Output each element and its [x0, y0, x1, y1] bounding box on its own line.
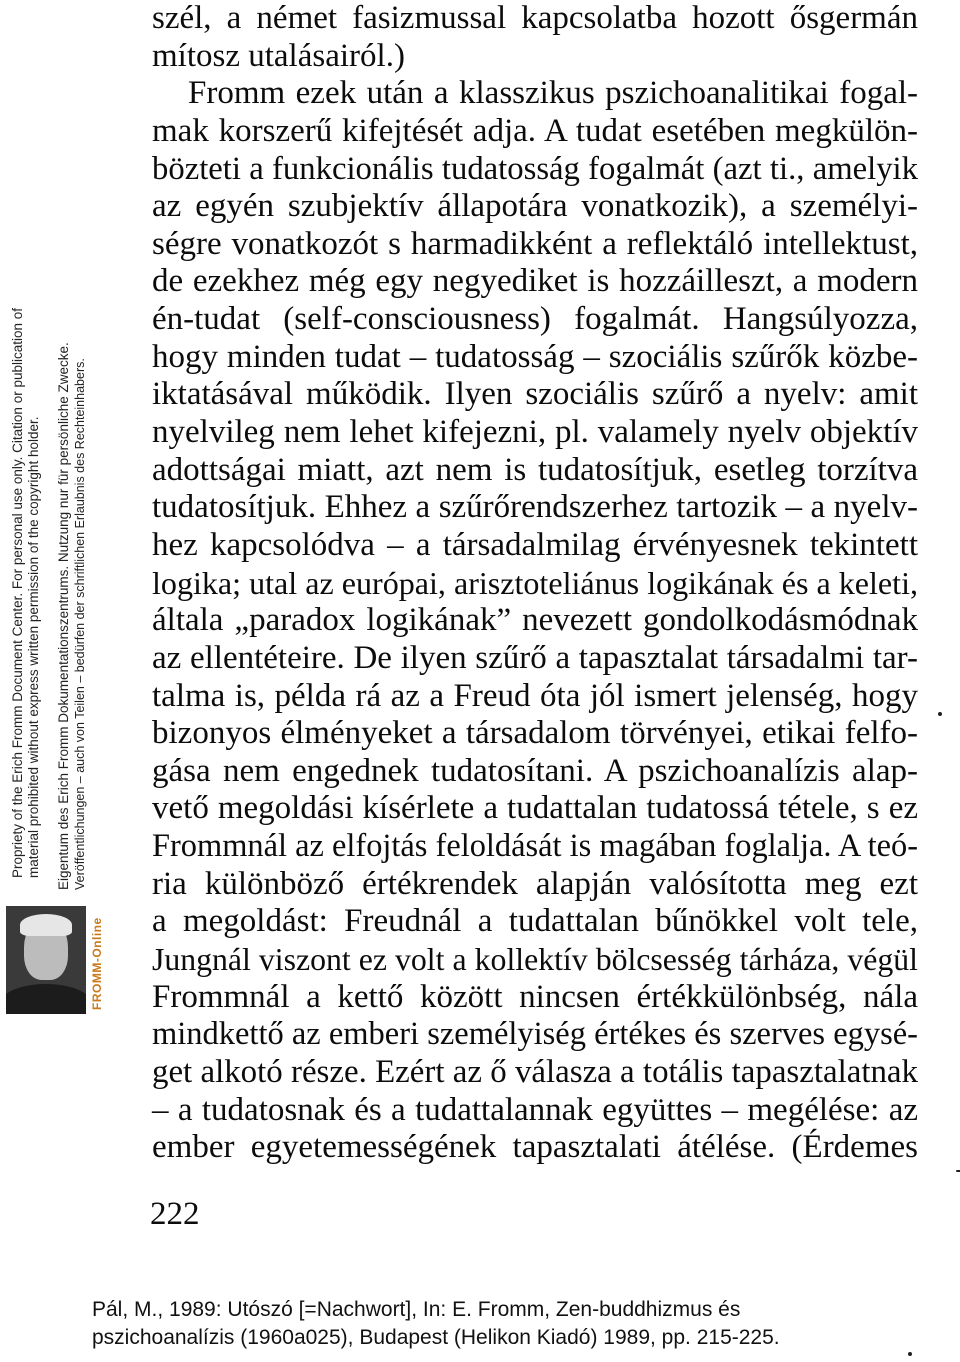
- text-line: gása nem engednek tudatosítani. A pszichoanalízis alap-: [152, 752, 918, 789]
- text-line: nyelvileg nem lehet kifejezni, pl. valamely nyelv objektív: [152, 414, 918, 451]
- text-line: Frommnál az elfojtás feloldását is magában foglalja. A teó-: [152, 828, 918, 865]
- text-line: iktatásával működik. Ilyen szociális szűrő a nyelv: amit: [152, 376, 918, 413]
- text-line: ria különböző értékrendek alapján valósította meg ezt: [152, 865, 918, 902]
- text-line: mítosz utalásairól.): [152, 37, 405, 74]
- text-line: mak korszerű kifejtését adja. A tudat esetében megkülön-: [152, 112, 918, 149]
- copyright-notice: [0, 0, 110, 1020]
- text-line: get alkotó része. Ezért az ő válasza a totális tapasztalatnak: [152, 1053, 918, 1090]
- text-line: bizonyos élményeket a társadalom törvényei, etikai felfo-: [152, 715, 918, 752]
- text-line: mindkettő az emberi személyiség értékes és szerves egysé-: [152, 1016, 918, 1053]
- fromm-online-logo: [6, 906, 106, 1014]
- text-line: általa „paradox logikának” nevezett gondolkodásmódnak: [152, 602, 918, 639]
- text-line: talma is, példa rá az a Freud óta jól ismert jelenség, hogy: [152, 677, 918, 714]
- citation-line-2: pszichoanalízis (1960a025), Budapest (Helikon Kiadó) 1989, pp. 215-225.: [92, 1326, 780, 1349]
- text-line: tudatosítjuk. Ehhez a szűrőrendszerhez tartozik – a nyelv-: [152, 489, 918, 526]
- text-line: én-tudat (self-consciousness) fogalmát. Hangsúlyozza,: [152, 301, 918, 338]
- page-number: 222: [150, 1196, 200, 1232]
- text-line: szél, a német fasizmussal kapcsolatba hozott ősgermán: [152, 0, 918, 36]
- text-line: – a tudatosnak és a tudattalannak együttes – megélése: az: [152, 1091, 918, 1128]
- text-line: a megoldást: Freudnál a tudattalan bűnökkel volt tele,: [152, 903, 918, 940]
- text-line: vető megoldási kísérlete a tudattalan tudatossá tétele, s ez: [152, 790, 918, 827]
- text-line: Frommnál a kettő között nincsen értékkülönbség, nála: [152, 978, 918, 1015]
- text-line: logika; utal az európai, arisztoteliánus logikának és a keleti,: [152, 564, 918, 601]
- citation-line-1: Pál, M., 1989: Utószó [=Nachwort], In: E. Fromm, Zen-buddhizmus és: [92, 1298, 741, 1321]
- scan-speck: [908, 1352, 912, 1356]
- text-line: ségre vonatkozót s harmadikként a reflektáló intellektust,: [152, 225, 918, 262]
- text-line: ember egyetemességének tapasztalati átélése. (Érdemes: [152, 1129, 918, 1166]
- copyright-notice-en-line-1: Propriety of the Erich Fromm Document Center. For personal use only. Citation or publication of: [10, 307, 25, 878]
- text-line: adottságai miatt, azt nem is tudatosítjuk, esetleg torzítva: [152, 451, 918, 488]
- text-line: bözteti a funkcionális tudatosság fogalmát (azt ti., amelyik: [152, 150, 918, 187]
- scan-speck: [938, 712, 942, 716]
- scan-speck: [956, 1170, 960, 1172]
- text-line: hogy minden tudat – tudatosság – szociális szűrők közbe-: [152, 338, 918, 375]
- copyright-notice-de-line-1: Eigentum des Erich Fromm Dokumentationszentrums. Nutzung nur für persönliche Zwecke.: [56, 342, 71, 890]
- text-line: Fromm ezek után a klasszikus pszichoanalitikai fogal-: [188, 75, 918, 112]
- text-line: de ezekhez még egy negyediket is hozzáilleszt, a modern: [152, 263, 918, 300]
- text-line: az egyén szubjektív állapotára vonatkozik), a személyi-: [152, 188, 918, 225]
- portrait-photo-icon: [6, 906, 86, 1014]
- logo-text: FROMM-Online: [90, 917, 104, 1010]
- citation-footer: [92, 1296, 912, 1352]
- text-line: az ellentéteire. De ilyen szűrő a tapasztalat társadalmi tar-: [152, 639, 918, 676]
- copyright-notice-en-line-2: material prohibited without express written permission of the copyright holder.: [26, 416, 41, 878]
- page-body-text: [152, 0, 918, 1167]
- text-line: hez kapcsolódva – a társadalmilag érvényesnek tekintett: [152, 526, 918, 563]
- text-line: Jungnál viszont ez volt a kollektív bölcsesség tárháza, végül: [152, 942, 918, 978]
- copyright-notice-de-line-2: Veröffentlichungen – auch von Teilen – bedürfen der schriftlichen Erlaubnis des Rechteinhabers.: [73, 358, 87, 890]
